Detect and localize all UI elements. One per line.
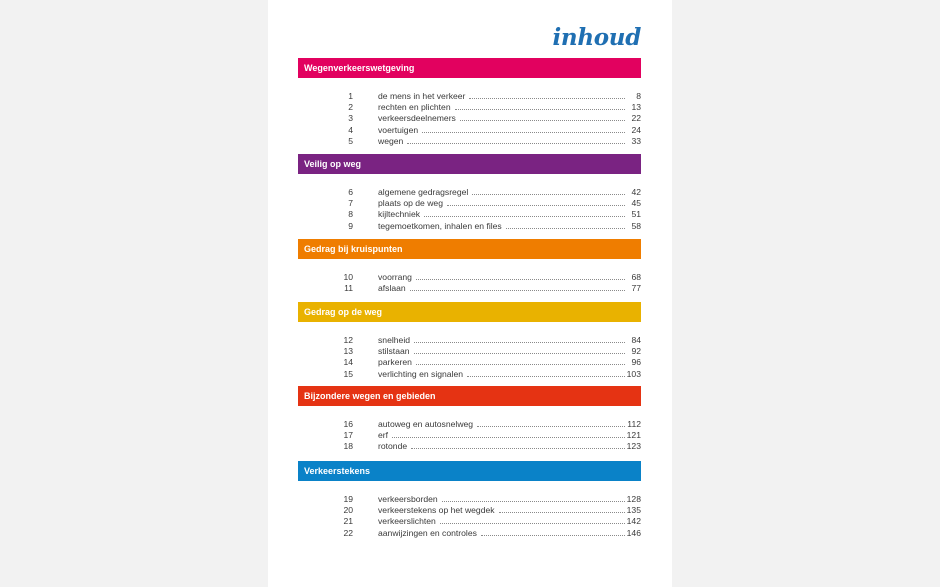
entry-list: [298, 91, 641, 147]
dot-leader: [440, 517, 625, 524]
toc-section: [298, 154, 641, 232]
chapter-title: voertuigen: [378, 124, 419, 135]
dot-leader: [407, 137, 625, 144]
toc-entry: [298, 357, 641, 368]
chapter-title: verkeersborden: [378, 494, 438, 504]
chapter-number: 9: [348, 220, 353, 231]
dot-leader: [469, 92, 625, 99]
page-number: 77: [631, 283, 641, 294]
toc-entry: [298, 221, 641, 232]
toc-entry: [298, 272, 641, 283]
chapter-title: plaats op de weg: [378, 198, 443, 209]
toc-entry: [298, 419, 641, 430]
section-heading: Verkeerstekens: [298, 461, 641, 481]
toc-entry: [298, 505, 641, 516]
page-number: 8: [636, 91, 641, 101]
chapter-number: 2: [348, 102, 353, 113]
page-number: 112: [627, 419, 641, 429]
dot-leader: [416, 273, 625, 280]
toc-entry: [298, 516, 641, 527]
chapter-title: rechten en plichten: [378, 102, 451, 113]
chapter-number: 13: [343, 346, 353, 357]
entry-list: [298, 335, 641, 380]
toc-section: [298, 58, 641, 147]
dot-leader: [411, 442, 625, 449]
chapter-number: 1: [348, 91, 353, 101]
dot-leader: [467, 370, 625, 377]
toc-entry: [298, 494, 641, 505]
page-number: 51: [631, 209, 641, 220]
toc-entry: [298, 198, 641, 209]
entry-list: [298, 187, 641, 232]
dot-leader: [481, 529, 625, 536]
page-number: 24: [631, 124, 641, 135]
chapter-title: voorrang: [378, 272, 412, 282]
section-heading: Veilig op weg: [298, 154, 641, 174]
page-number: 45: [631, 198, 641, 209]
toc-entry: [298, 346, 641, 357]
chapter-title: verlichting en signalen: [378, 368, 464, 379]
chapter-title: erf: [378, 430, 389, 441]
page-number: 92: [631, 346, 641, 357]
page-number: 96: [631, 357, 641, 368]
page-number: 13: [631, 102, 641, 113]
chapter-number: 14: [343, 357, 353, 368]
dot-leader: [414, 347, 625, 354]
chapter-title: snelheid: [378, 335, 411, 345]
chapter-number: 16: [343, 419, 353, 429]
chapter-number: 7: [348, 198, 353, 209]
toc-entry: [298, 136, 641, 147]
chapter-title: stilstaan: [378, 346, 410, 357]
chapter-number: 6: [348, 187, 353, 197]
chapter-number: 10: [343, 272, 353, 282]
toc-entry: [298, 335, 641, 346]
page-number: 68: [631, 272, 641, 282]
page-number: 135: [626, 505, 641, 516]
toc-entry: [298, 187, 641, 198]
chapter-title: de mens in het verkeer: [378, 91, 466, 101]
dot-leader: [416, 358, 625, 365]
dot-leader: [472, 188, 625, 195]
entry-list: [298, 494, 641, 539]
toc-section: [298, 461, 641, 539]
chapter-number: 19: [343, 494, 353, 504]
section-heading: Gedrag op de weg: [298, 302, 641, 322]
toc-entry: [298, 528, 641, 539]
entry-list: [298, 272, 641, 294]
chapter-title: algemene gedragsregel: [378, 187, 469, 197]
toc-section: [298, 239, 641, 294]
toc-entry: [298, 91, 641, 102]
entry-list: [298, 419, 641, 453]
chapter-title: wegen: [378, 135, 404, 146]
dot-leader: [477, 420, 625, 427]
dot-leader: [499, 506, 625, 513]
page-number: 84: [631, 335, 641, 345]
chapter-title: verkeersdeelnemers: [378, 113, 456, 124]
chapter-number: 18: [343, 441, 353, 452]
chapter-number: 15: [343, 368, 353, 379]
dot-leader: [422, 126, 625, 133]
dot-leader: [455, 103, 625, 110]
chapter-number: 21: [343, 516, 353, 527]
toc-entry: [298, 430, 641, 441]
toc-entry: [298, 209, 641, 220]
toc-entry: [298, 441, 641, 452]
chapter-title: aanwijzingen en controles: [378, 527, 477, 538]
toc-entry: [298, 283, 641, 294]
page-number: 22: [631, 113, 641, 124]
chapter-title: kijltechniek: [378, 209, 421, 220]
page-number: 128: [626, 494, 641, 504]
dot-leader: [424, 210, 625, 217]
chapter-number: 3: [348, 113, 353, 124]
page-title: inhoud: [552, 24, 641, 51]
dot-leader: [414, 336, 625, 343]
toc-page: [268, 0, 672, 587]
page-number: 146: [626, 527, 641, 538]
chapter-number: 4: [348, 124, 353, 135]
dot-leader: [447, 199, 625, 206]
dot-leader: [442, 495, 625, 502]
chapter-title: afslaan: [378, 283, 406, 294]
chapter-title: verkeerstekens op het wegdek: [378, 505, 495, 516]
toc-entry: [298, 369, 641, 380]
chapter-number: 20: [343, 505, 353, 516]
toc-section: [298, 302, 641, 380]
toc-entry: [298, 125, 641, 136]
section-heading: Gedrag bij kruispunten: [298, 239, 641, 259]
toc-entry: [298, 102, 641, 113]
chapter-number: 11: [344, 283, 353, 294]
section-heading: Bijzondere wegen en gebieden: [298, 386, 641, 406]
page-number: 123: [626, 441, 641, 452]
dot-leader: [506, 222, 625, 229]
toc-entry: [298, 113, 641, 124]
dot-leader: [460, 114, 625, 121]
chapter-title: verkeerslichten: [378, 516, 436, 527]
chapter-number: 22: [343, 527, 353, 538]
section-heading: Wegenverkeerswetgeving: [298, 58, 641, 78]
dot-leader: [392, 431, 625, 438]
page-number: 121: [626, 430, 641, 441]
chapter-number: 12: [343, 335, 353, 345]
chapter-title: tegemoetkomen, inhalen en files: [378, 220, 502, 231]
chapter-title: autoweg en autosnelweg: [378, 419, 474, 429]
page-number: 58: [631, 220, 641, 231]
chapter-number: 5: [348, 135, 353, 146]
chapter-title: parkeren: [378, 357, 412, 368]
page-number: 33: [631, 135, 641, 146]
dot-leader: [410, 284, 625, 291]
page-number: 103: [626, 368, 641, 379]
page-number: 42: [631, 187, 641, 197]
chapter-number: 17: [343, 430, 353, 441]
chapter-title: rotonde: [378, 441, 408, 452]
page-number: 142: [626, 516, 641, 527]
chapter-number: 8: [348, 209, 353, 220]
toc-section: [298, 386, 641, 453]
